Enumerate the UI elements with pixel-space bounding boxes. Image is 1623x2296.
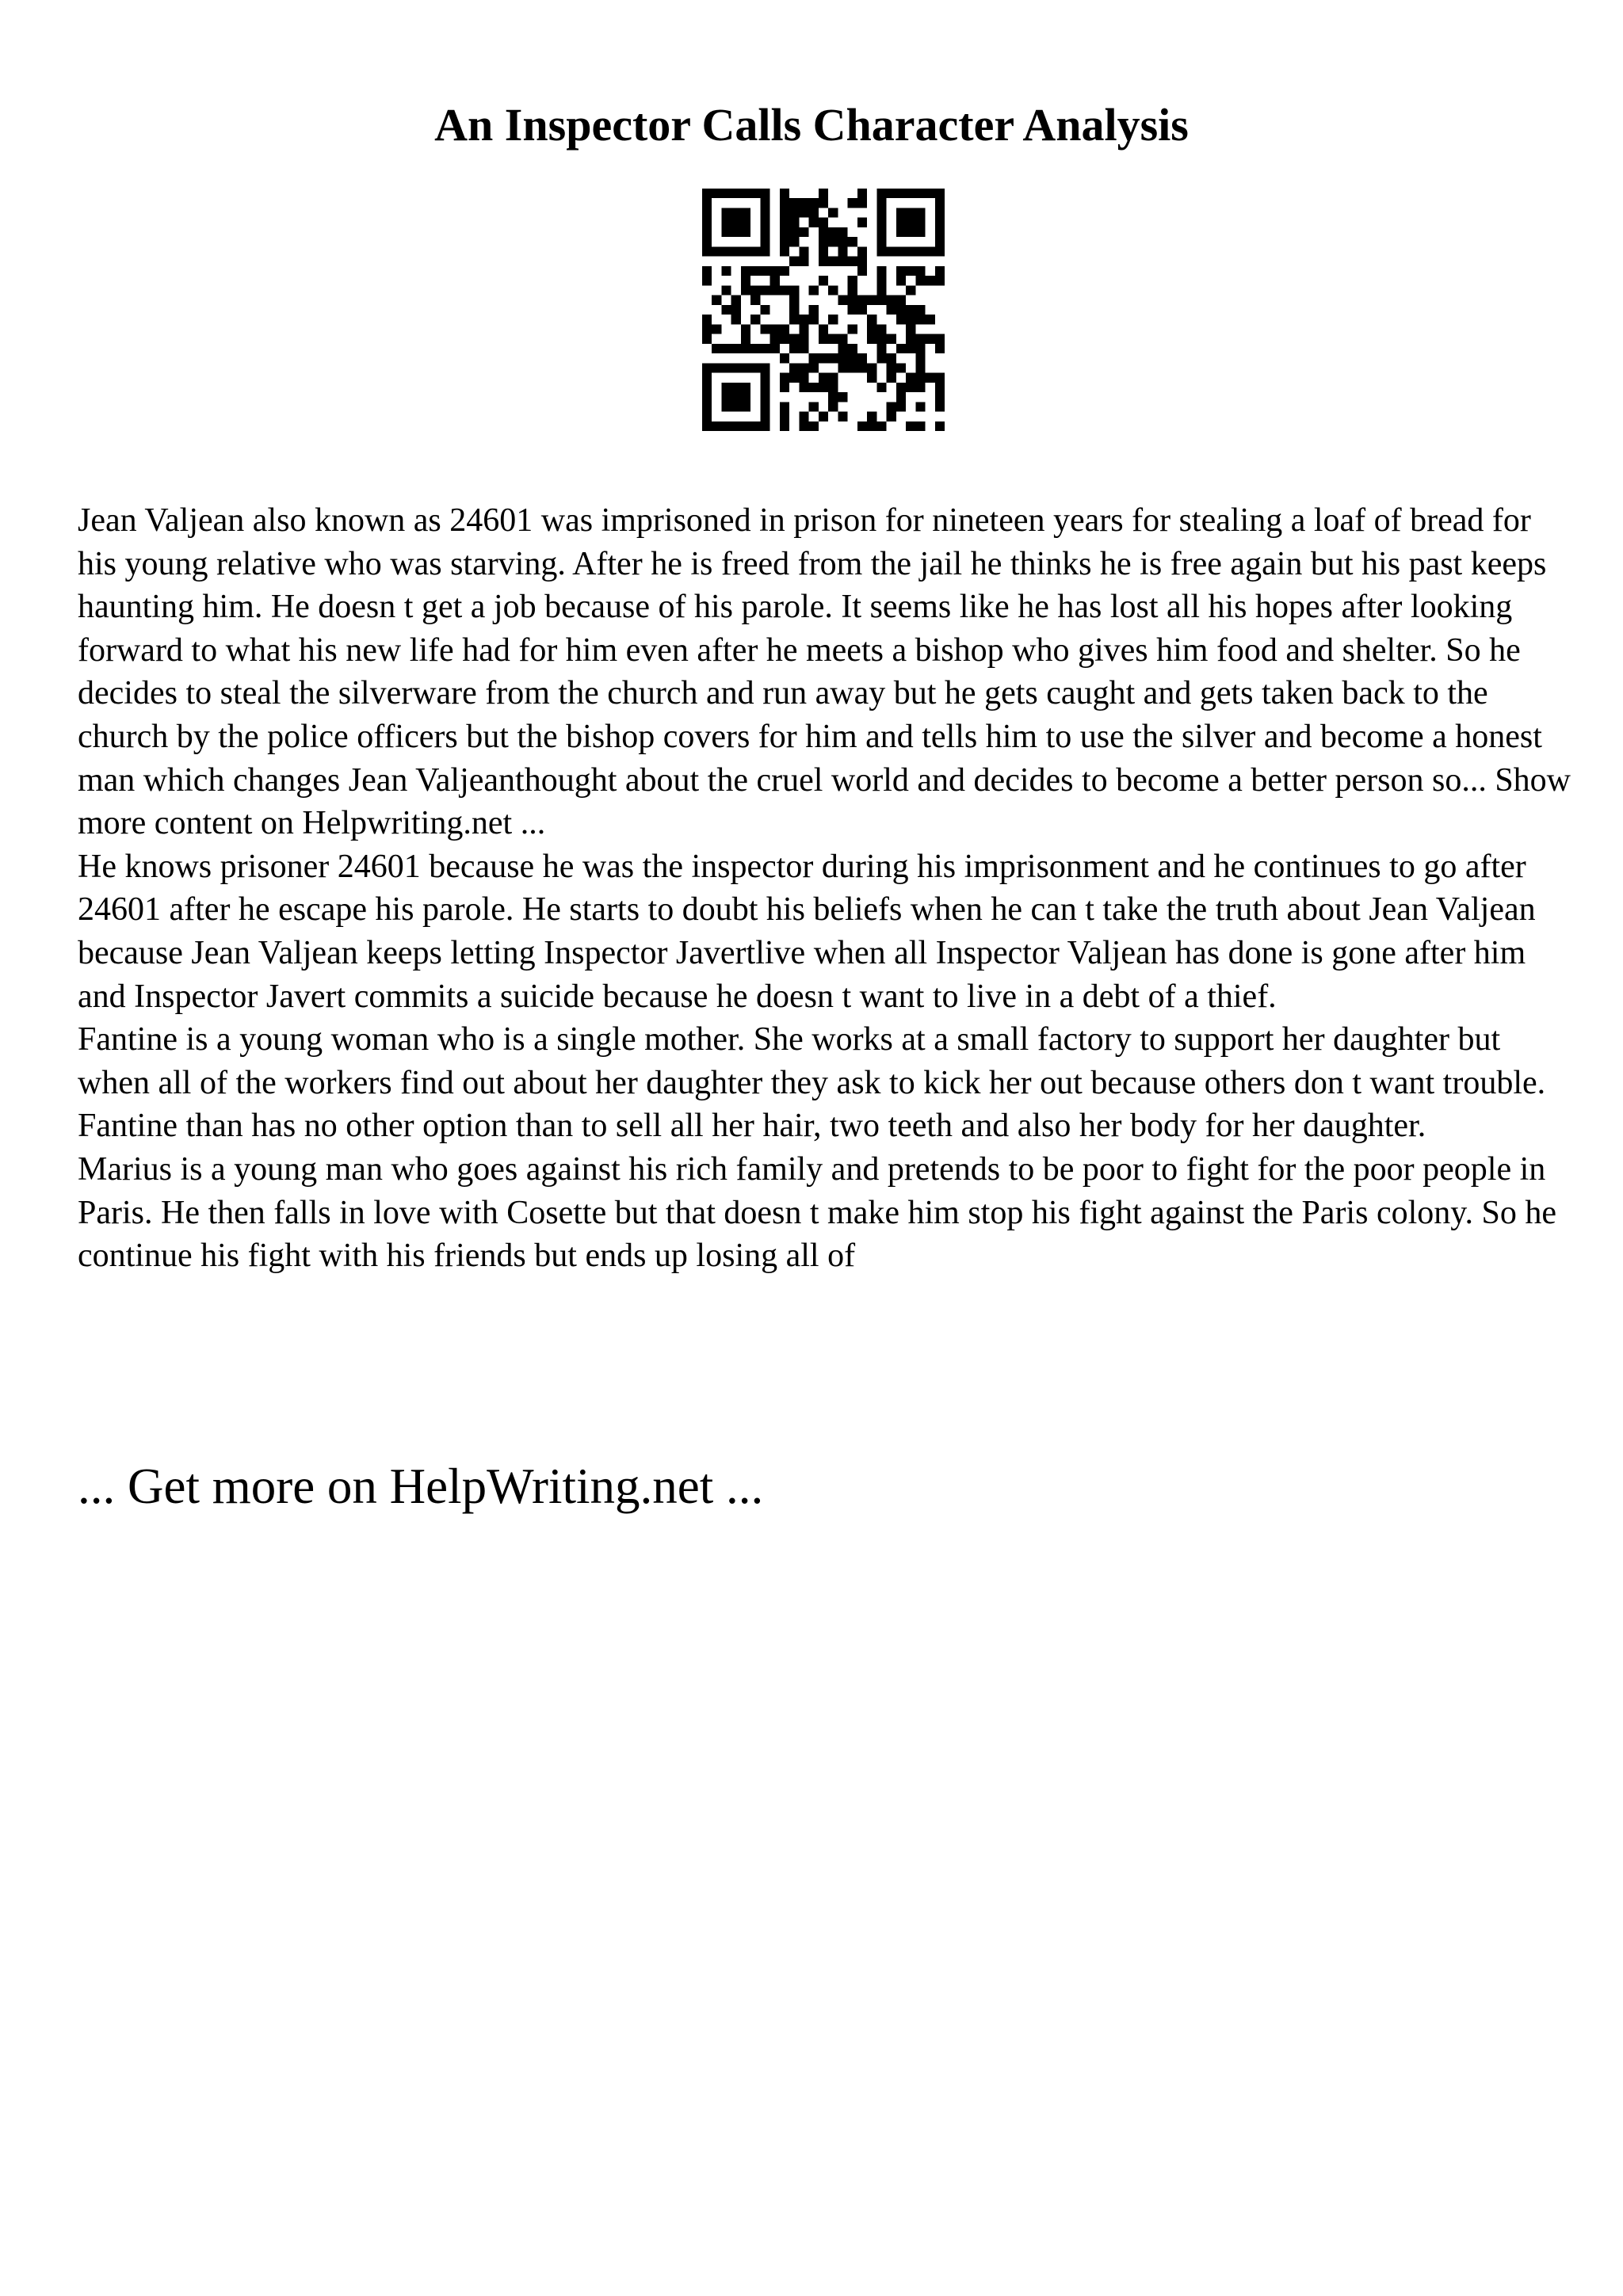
document-title: An Inspector Calls Character Analysis — [434, 99, 1189, 151]
paragraph-fantine: Fantine is a young woman who is a single mother. She works at a small factory to support her daughter but when all of the workers find out about her daughter they ask to kick her out because others don t want trouble. Fantine than has no other option than to sell all her hair, two teeth and also her body for her daughter. — [78, 1021, 1546, 1145]
qr-code — [702, 189, 945, 431]
paragraph-marius: Marius is a young man who goes against his rich family and pretends to be poor to fight for the poor people in Paris. He then falls in love with Cosette but that doesn t make him stop his fight against the Paris colony. So he continue his fight with his friends but ends up losing all of — [78, 1150, 1557, 1275]
qr-code-image — [702, 189, 945, 431]
get-more-link[interactable]: ... Get more on HelpWriting.net ... — [78, 1459, 764, 1514]
paragraph-javert: He knows prisoner 24601 because he was the inspector during his imprisonment and he continues to go after 24601 after he escape his parole. He starts to doubt his beliefs when he can t take the truth about Jean Valjean because Jean Valjean keeps letting Inspector Javertlive when all Inspector Valjean has done is gone after him and Inspector Javert commits a suicide because he doesn t want to live in a debt of a thief. — [78, 848, 1536, 1015]
article-body — [78, 499, 1575, 1278]
paragraph-valjean: Jean Valjean also known as 24601 was imprisoned in prison for nineteen years for stealing a loaf of bread for his young relative who was starving. After he is freed from the jail he thinks he is free again but his past keeps haunting him. He doesn t get a job because of his parole. It seems like he has lost all his hopes after looking forward to what his new life had for him even after he meets a bishop who gives him food and shelter. So he decides to steal the silverware from the church and run away but he gets caught and gets taken back to the church by the police officers but the bishop covers for him and tells him to use the silver and become a honest man which changes Jean Valjeanthought about the cruel world and decides to become a better person so... Show more content on Helpwriting.net ... — [78, 502, 1571, 842]
